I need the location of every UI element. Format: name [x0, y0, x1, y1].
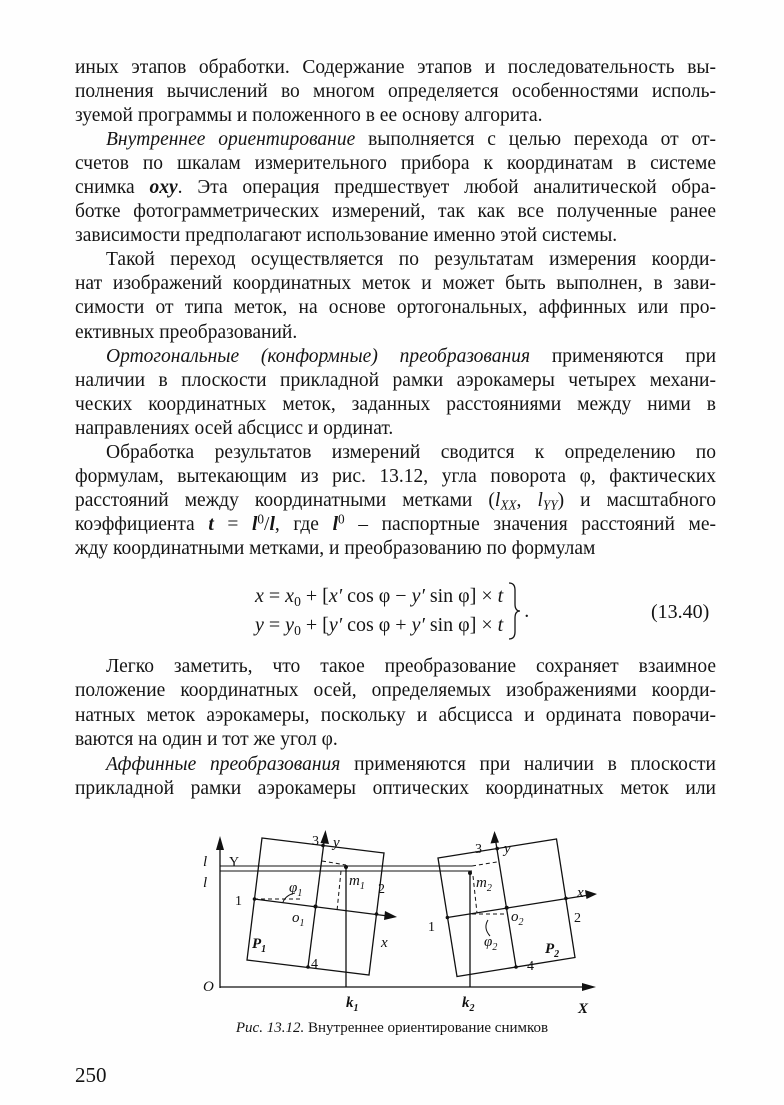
text-run: 0	[338, 511, 345, 527]
text-run: Внутреннее ориентирование	[106, 129, 356, 151]
label-right-4: 4	[527, 959, 534, 974]
text-run: YY	[542, 497, 558, 513]
page-number: 250	[75, 1063, 107, 1087]
figure-caption-label: Рис. 13.12.	[235, 1020, 305, 1036]
text-block-before-formula	[75, 56, 716, 561]
text-line	[75, 200, 716, 224]
label-phi2: $\varphi_2$	[484, 934, 498, 953]
text-run: l	[494, 489, 501, 511]
text-run: . Эта операция предшествует любой аналитической обра-	[177, 177, 716, 199]
text-run: Обработка результатов измерений сводится к определению по	[106, 441, 716, 463]
text-line	[75, 321, 716, 345]
mark-point	[495, 847, 499, 851]
axis-X-arrowhead	[582, 983, 596, 991]
text-run: 0	[294, 622, 301, 638]
label-l-upper: l	[203, 854, 208, 870]
text-line	[75, 128, 716, 152]
equation-end-mark: .	[524, 600, 530, 622]
text-run: ,	[516, 489, 538, 511]
text-run: + [	[300, 585, 329, 607]
text-run: y′	[411, 585, 425, 607]
mark-point	[321, 844, 325, 848]
paragraph	[75, 655, 716, 753]
equation-number: (13.40)	[651, 601, 710, 623]
text-run: направлениях осей абсцисс и ординат.	[75, 417, 394, 439]
figure-13-12-diagram	[195, 820, 610, 1015]
text-line	[75, 465, 716, 489]
text-run: выполняется с целью перехода от от-	[355, 129, 716, 151]
text-run: снимка	[75, 177, 150, 199]
text-run: счетов по шкалам измерительного прибора к координатам в системе	[75, 153, 716, 175]
text-run: ботке фотограмметрических измерений, так как все полученные ранее	[75, 201, 716, 223]
paragraph	[75, 128, 716, 248]
label-m1: $m_1$	[349, 873, 365, 892]
m1-dashed-vertical	[337, 871, 341, 911]
m1-dashed-top	[322, 861, 346, 865]
text-run: sin φ] ×	[424, 585, 498, 607]
m2-dashed-top	[472, 862, 497, 866]
text-run: Такой переход осуществляется по результатам измерения коорди-	[106, 249, 716, 271]
text-run: l	[269, 513, 275, 535]
text-line	[75, 393, 716, 417]
text-run: ческих координатных меток, заданных расстояниями между ними в	[75, 393, 716, 415]
text-run: y′	[328, 614, 343, 636]
text-run: натных меток аэрокамеры, поскольку и абсцисса и ордината поворачи-	[75, 704, 716, 726]
paragraph	[75, 441, 716, 561]
text-run: Легко заметить, что такое преобразование сохраняет взаимное	[106, 656, 716, 677]
photo2-x-arrowhead	[585, 890, 597, 899]
text-run: l	[332, 513, 338, 535]
text-line	[75, 80, 716, 104]
text-run: sin φ] ×	[424, 614, 498, 636]
text-run: применяются при	[530, 345, 717, 367]
text-run: y′	[411, 614, 425, 636]
text-run: симости от типа меток, на основе ортогональных, аффинных или про-	[75, 297, 716, 319]
text-run: XX	[500, 497, 517, 513]
label-left-1: 1	[235, 894, 242, 909]
text-run: t	[497, 614, 504, 636]
text-line	[75, 679, 716, 703]
text-line	[75, 728, 716, 752]
photo1-x-arrowhead	[384, 911, 397, 920]
text-run: oxy	[149, 177, 178, 199]
photo1-y-arrowhead	[321, 830, 330, 844]
text-line	[75, 753, 716, 777]
mark-point	[446, 916, 450, 920]
label-right-2: 2	[574, 911, 581, 926]
text-run: жду координатными метками, и преобразованию по формулам	[75, 537, 596, 559]
label-phi1: $\varphi_1$	[289, 880, 303, 899]
text-run: l	[251, 513, 258, 535]
text-run: , где	[274, 513, 333, 535]
mark-point	[375, 912, 379, 916]
axis-Y-arrowhead	[216, 836, 224, 850]
text-run: Аффинные преобразования	[106, 753, 341, 775]
text-line	[75, 176, 716, 200]
label-k2: $k_2$	[462, 995, 475, 1014]
label-left-3: 3	[312, 834, 319, 849]
text-line	[75, 152, 716, 176]
text-run: cos φ +	[342, 614, 412, 636]
text-run: y	[255, 614, 264, 636]
text-line	[75, 272, 716, 296]
text-run: коэффициента	[75, 513, 209, 535]
label-P1: $P_1$	[252, 936, 267, 955]
text-line	[75, 777, 716, 801]
text-line	[75, 704, 716, 728]
text-run: прикладной рамки аэрокамеры оптических координатных меток или	[75, 777, 716, 799]
text-line	[75, 345, 716, 369]
text-run: формулам, вытекающим из рис. 13.12, угла поворота φ, фактических	[75, 465, 716, 487]
text-line	[75, 248, 716, 272]
label-left-x: x	[381, 935, 388, 951]
text-line	[75, 655, 716, 679]
text-run: зависимости предполагают использование именно этой системы.	[75, 225, 618, 247]
text-line	[75, 224, 716, 248]
equation-line	[255, 611, 503, 640]
text-line	[75, 56, 716, 80]
equation-13-40	[255, 582, 529, 640]
text-run: нат изображений координатных меток и может быть выполнен, в зави-	[75, 273, 716, 295]
mark-point	[514, 965, 518, 969]
label-left-4: 4	[311, 957, 318, 972]
paragraph	[75, 56, 716, 128]
text-line	[75, 417, 716, 441]
text-line	[75, 296, 716, 320]
figure-caption-text: Внутреннее ориентирование снимков	[307, 1020, 549, 1036]
text-run: t	[208, 513, 214, 535]
label-o2: $o_2$	[511, 909, 524, 928]
text-run: ) и масштабного	[557, 489, 716, 511]
text-line	[75, 441, 716, 465]
text-line	[75, 489, 716, 513]
text-run: положение координатных осей, определяемых изображениями коорди-	[75, 680, 716, 702]
photo2-y-axis	[496, 840, 517, 967]
text-line	[75, 104, 716, 128]
text-run: cos φ −	[342, 585, 412, 607]
photo1-y-axis	[308, 838, 325, 967]
equation-lines	[255, 582, 503, 640]
label-right-1: 1	[428, 920, 435, 935]
text-run: применяются при наличии в плоскости	[340, 753, 716, 775]
text-run: x	[285, 585, 295, 607]
o1-point	[314, 905, 318, 909]
mark-point	[564, 897, 568, 901]
equation-line	[255, 582, 503, 611]
label-right-y: y	[504, 841, 511, 857]
m2-point	[468, 871, 472, 875]
text-run: + [	[300, 614, 329, 636]
label-right-3: 3	[475, 842, 482, 857]
mark-point	[253, 897, 257, 901]
paragraph	[75, 753, 716, 802]
text-run: x	[255, 585, 264, 607]
label-k1: $k_1$	[346, 995, 359, 1014]
text-run: ективных преобразований.	[75, 321, 298, 343]
figure-caption	[0, 1017, 784, 1039]
o2-point	[505, 906, 509, 910]
text-line	[75, 369, 716, 393]
text-line	[75, 513, 716, 537]
label-l-lower: l	[203, 875, 208, 891]
text-run: иных этапов обработки. Содержание этапов и последовательность вы-	[75, 57, 716, 78]
text-line	[75, 537, 716, 561]
text-run: =	[263, 614, 286, 636]
paragraph	[75, 248, 716, 344]
text-run: полнения вычислений во многом определяется особенностями исполь-	[75, 81, 716, 103]
text-run: расстояний между координатными метками (	[75, 489, 495, 511]
text-run: наличии в плоскости прикладной рамки аэрокамеры четырех механи-	[75, 369, 716, 391]
text-run: t	[497, 585, 504, 607]
photo2-y-arrowhead	[491, 831, 500, 844]
label-right-x: x	[577, 885, 584, 901]
text-run: =	[213, 513, 252, 535]
photo1-x-axis	[254, 899, 388, 916]
label-X: X	[578, 1001, 589, 1015]
label-O: O	[203, 979, 214, 995]
label-Y: Y	[229, 855, 240, 870]
m1-point	[344, 865, 348, 869]
text-run: зуемой программы и положенного в ее основу алгорита.	[75, 105, 543, 127]
text-run: l	[537, 489, 543, 511]
label-o1: $o_1$	[292, 910, 305, 929]
text-run: y	[285, 614, 295, 636]
text-run: x′	[328, 585, 343, 607]
right-brace	[507, 582, 521, 640]
mark-point	[306, 965, 310, 969]
text-run: Ортогональные (конформные) преобразования	[106, 345, 531, 367]
text-run: =	[263, 585, 286, 607]
text-run: 0	[294, 593, 301, 609]
label-left-y: y	[333, 835, 340, 851]
text-block-after-formula	[75, 655, 716, 801]
text-run: /	[264, 513, 270, 535]
label-P2: $P_2$	[545, 941, 560, 960]
label-m2: $m_2$	[476, 875, 492, 894]
text-run: – паспортные значения расстояний ме-	[344, 513, 717, 535]
text-run: ваются на один и тот же угол φ.	[75, 729, 338, 751]
text-run: 0	[257, 511, 265, 527]
label-left-2: 2	[378, 882, 385, 897]
paragraph	[75, 345, 716, 441]
